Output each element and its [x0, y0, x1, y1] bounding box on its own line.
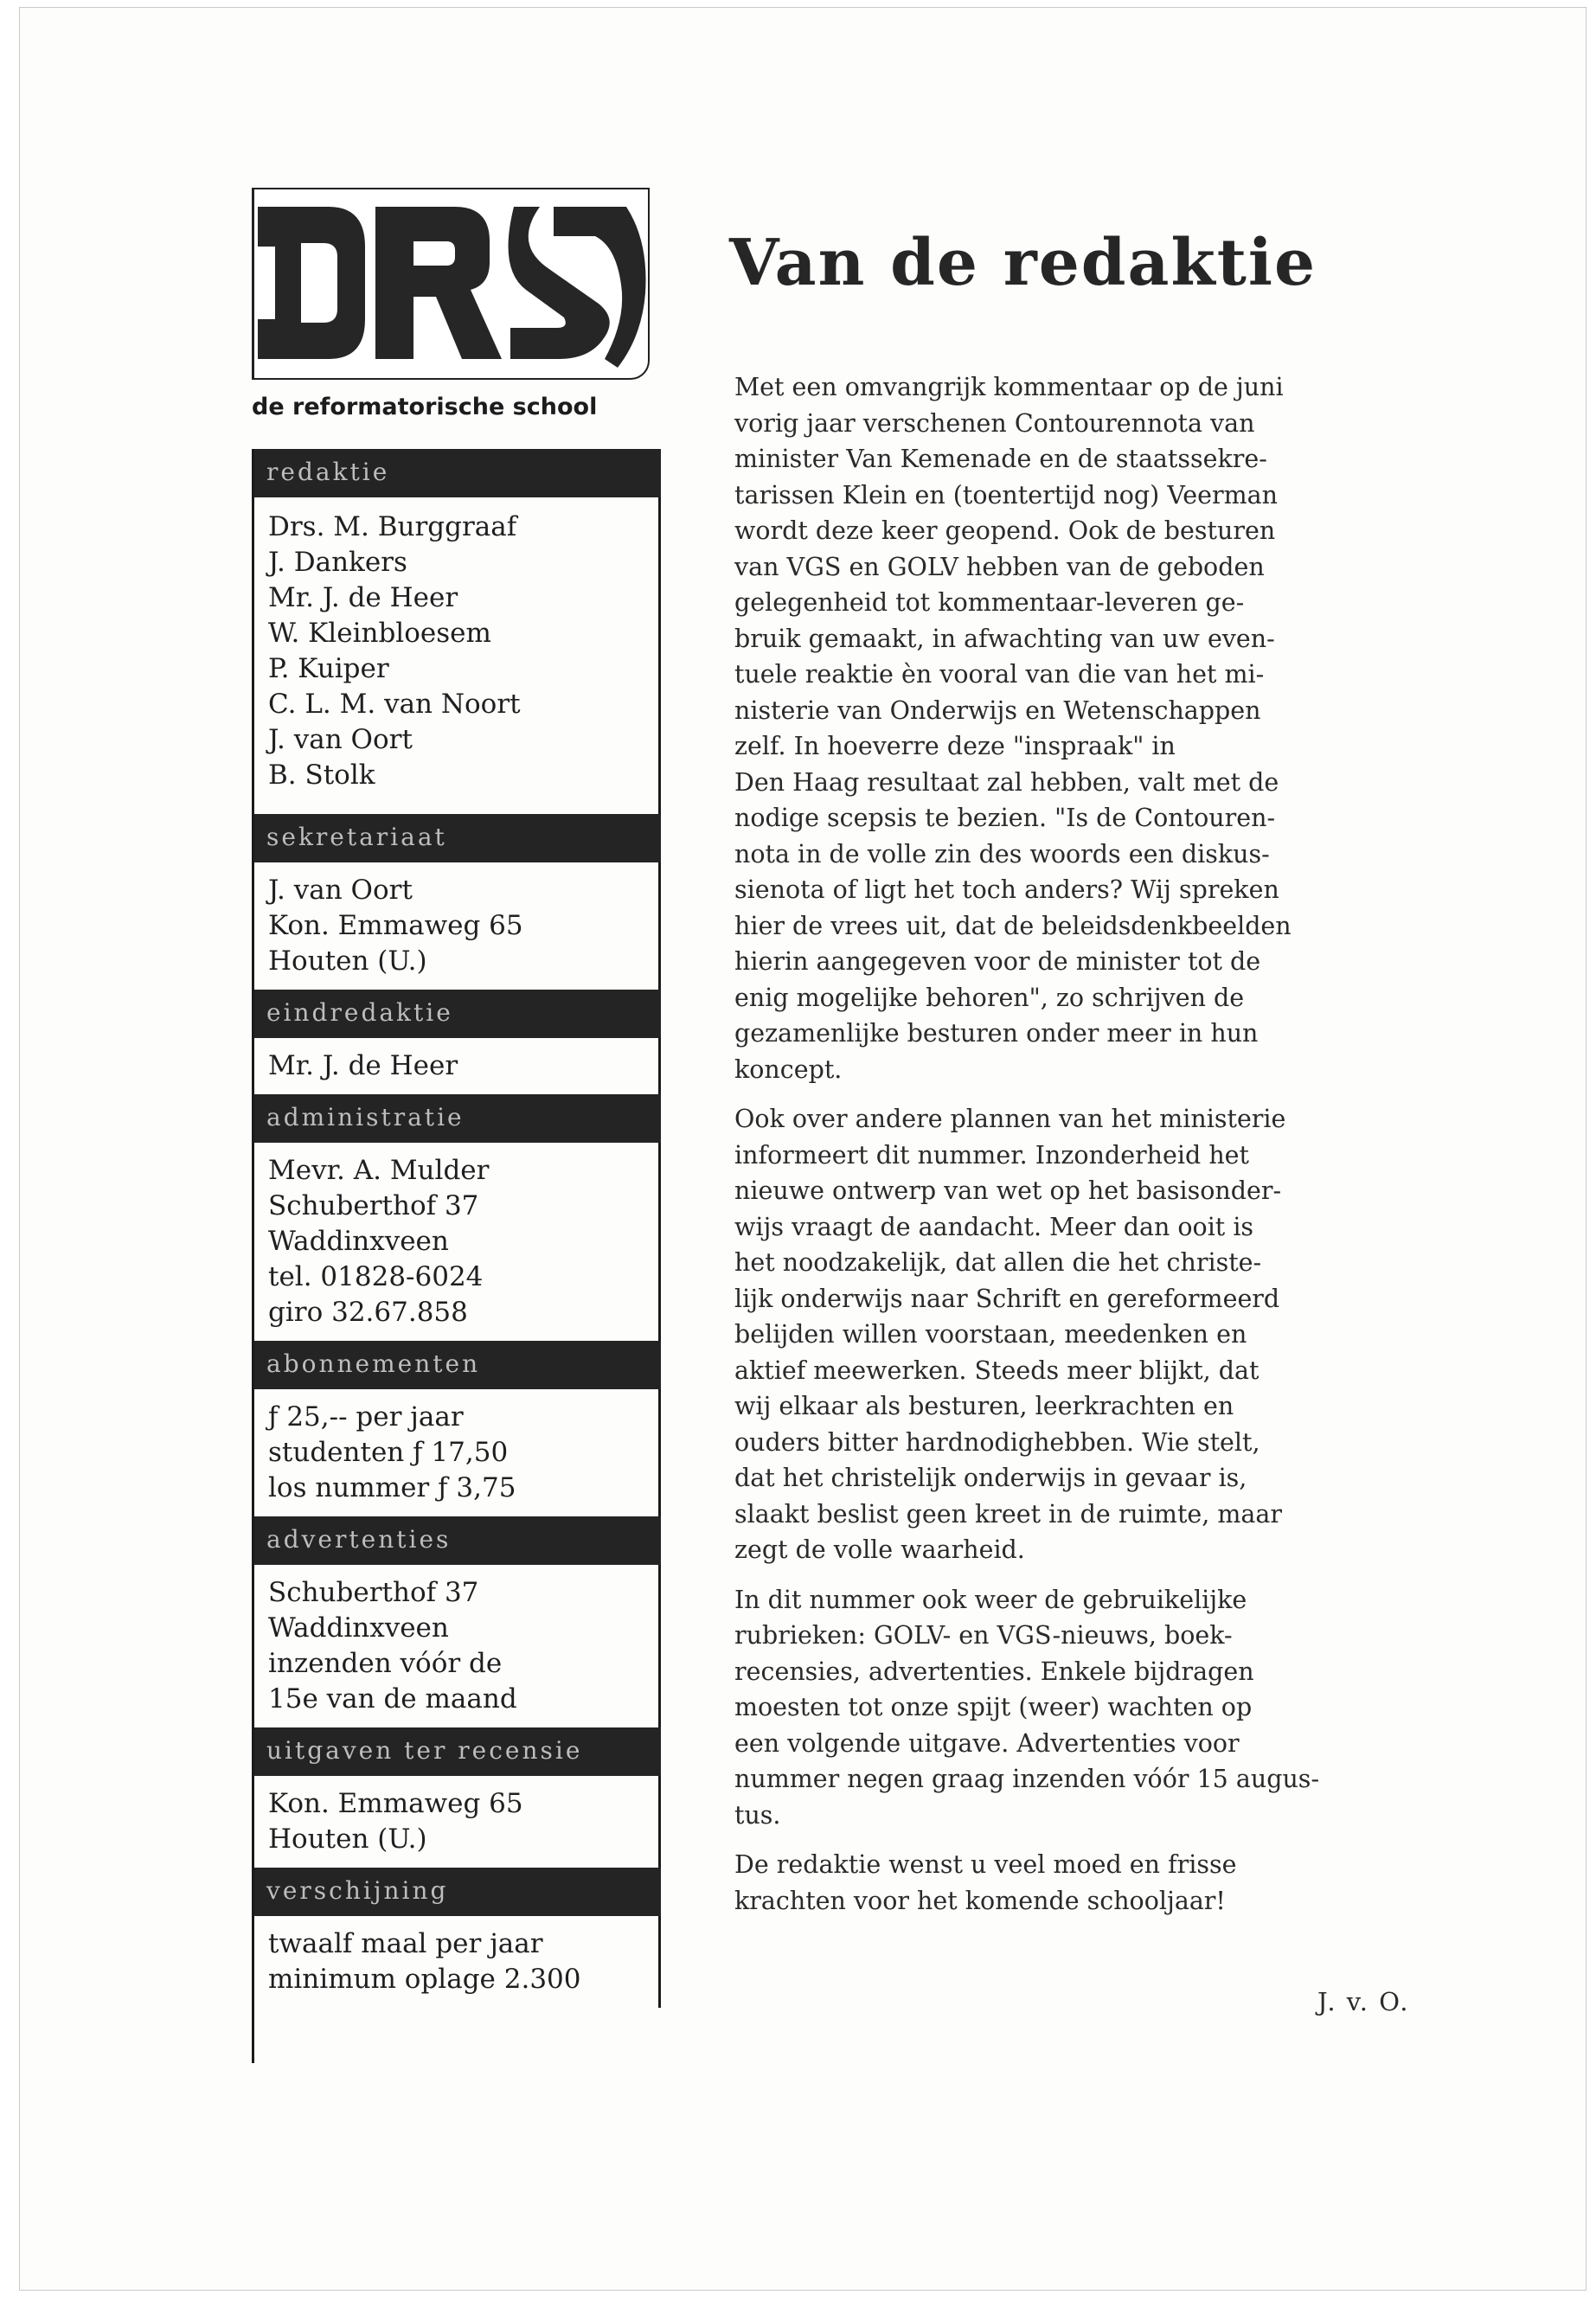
colophon-line: J. Dankers: [268, 547, 407, 578]
article-line: krachten voor het komende schooljaar!: [734, 1886, 1226, 1915]
magazine-page: [19, 7, 1586, 2291]
colophon-line: twaalf maal per jaar: [268, 1928, 543, 1959]
colophon-section-sekretariaat: [254, 862, 661, 990]
article-line: gezamenlijke besturen onder meer in hun: [734, 1019, 1259, 1048]
article-paragraph: [734, 1101, 1461, 1568]
colophon-line: J. van Oort: [268, 724, 413, 755]
article-line: nodige scepsis te bezien. "Is de Contouren-: [734, 804, 1276, 832]
article-line: nummer negen graag inzenden vóór 15 augus-: [734, 1765, 1320, 1793]
article-line: hierin aangegeven voor de minister tot de: [734, 947, 1261, 976]
colophon-line: Mr. J. de Heer: [268, 1050, 458, 1081]
article-line: Met een omvangrijk kommentaar op de juni: [734, 373, 1284, 401]
article-line: het noodzakelijk, dat allen die het christe-: [734, 1248, 1262, 1277]
article-line: vorig jaar verschenen Contourennota van: [734, 408, 1255, 438]
article-title: Van de redaktie: [729, 226, 1317, 300]
colophon-line: Waddinxveen: [268, 1612, 449, 1644]
colophon-section-advertenties: [254, 1565, 661, 1727]
article-line: nisterie van Onderwijs en Wetenschappen: [734, 695, 1261, 725]
article-line: nieuwe ontwerp van wet op het basisonder-: [734, 1176, 1282, 1205]
colophon-line: Houten (U.): [268, 1823, 427, 1855]
article-line: zegt de volle waarheid.: [734, 1535, 1025, 1564]
article-line: slaakt beslist geen kreet in de ruimte, maar: [734, 1499, 1283, 1529]
colophon-line: studenten ƒ 17,50: [268, 1437, 509, 1468]
colophon-heading-verschijning: verschijning: [254, 1868, 661, 1916]
article-line: aktief meewerken. Steeds meer blijkt, dat: [734, 1356, 1259, 1385]
colophon-line: inzenden vóór de: [268, 1648, 503, 1679]
colophon-line: 15e van de maand: [268, 1683, 517, 1715]
colophon-heading-abonnementen: abonnementen: [254, 1341, 661, 1389]
article-line: sienota of ligt het toch anders? Wij spreken: [734, 875, 1279, 904]
colophon-line: Mr. J. de Heer: [268, 582, 458, 613]
article-line: wijs vraagt de aandacht. Meer dan ooit is: [734, 1212, 1254, 1241]
article-line: tus.: [734, 1800, 781, 1830]
colophon-line: Drs. M. Burggraaf: [268, 511, 517, 542]
colophon-line: los nummer ƒ 3,75: [268, 1472, 516, 1503]
article-line: wordt deze keer geopend. Ook de besturen: [734, 516, 1276, 545]
drs-logo: [252, 188, 650, 380]
colophon-line: Waddinxveen: [268, 1226, 449, 1257]
article-line: wij elkaar als besturen, leerkrachten en: [734, 1392, 1234, 1420]
colophon-line: J. van Oort: [268, 875, 413, 906]
colophon-section-eindredaktie: [254, 1038, 661, 1094]
drs-logo-graphic: [254, 189, 650, 380]
article-line: dat het christelijk onderwijs in gevaar is,: [734, 1464, 1247, 1492]
masthead-tagline: de reformatorische school: [252, 394, 598, 420]
colophon-line: minimum oplage 2.300: [268, 1964, 581, 1995]
article-line: ouders bitter hardnodighebben. Wie stelt,: [734, 1427, 1260, 1457]
colophon-line: Schuberthof 37: [268, 1190, 479, 1221]
article-line: informeert dit nummer. Inzonderheid het: [734, 1140, 1249, 1170]
article-line: minister Van Kemenade en de staatssekre-: [734, 445, 1267, 473]
colophon-heading-eindredaktie: eindredaktie: [254, 990, 661, 1038]
colophon-line: Houten (U.): [268, 945, 427, 977]
article-signature: J. v. O.: [1317, 1987, 1410, 2016]
colophon-line: Mevr. A. Mulder: [268, 1155, 490, 1186]
colophon-section-redaktie: [254, 497, 661, 814]
colophon-heading-sekretariaat: sekretariaat: [254, 814, 661, 862]
article-line: lijk onderwijs naar Schrift en gereformeerd: [734, 1284, 1280, 1313]
colophon-heading-uitgaven-ter-recensie: uitgaven ter recensie: [254, 1727, 661, 1776]
article-line: tarissen Klein en (toentertijd nog) Veerman: [734, 480, 1279, 510]
article-line: Den Haag resultaat zal hebben, valt met de: [734, 767, 1279, 797]
article-line: De redaktie wenst u veel moed en frisse: [734, 1850, 1237, 1879]
article-line: Ook over andere plannen van het ministerie: [734, 1105, 1286, 1133]
colophon-line: B. Stolk: [268, 760, 375, 791]
article-line: enig mogelijke behoren", zo schrijven de: [734, 983, 1245, 1012]
article-line: belijden willen voorstaan, meedenken en: [734, 1320, 1247, 1349]
colophon-heading-advertenties: advertenties: [254, 1516, 661, 1565]
colophon-line: Kon. Emmaweg 65: [268, 910, 523, 941]
colophon-heading-redaktie: redaktie: [254, 449, 661, 497]
article-paragraph: [734, 1847, 1461, 1919]
article-line: bruik gemaakt, in afwachting van uw even-: [734, 624, 1275, 653]
article-body: [734, 369, 1461, 1932]
colophon-line: ƒ 25,-- per jaar: [268, 1401, 464, 1433]
colophon-line: C. L. M. van Noort: [268, 689, 521, 720]
article-line: In dit nummer ook weer de gebruikelijke: [734, 1585, 1247, 1614]
colophon-section-administratie: [254, 1143, 661, 1341]
article-paragraph: [734, 1582, 1461, 1834]
colophon-section-uitgaven-ter-recensie: [254, 1776, 661, 1868]
colophon-section-abonnementen: [254, 1389, 661, 1516]
article-line: hier de vrees uit, dat de beleidsdenkbeelden: [734, 911, 1292, 940]
article-line: rubrieken: GOLV- en VGS-nieuws, boek-: [734, 1621, 1233, 1650]
article-line: moesten tot onze spijt (weer) wachten op: [734, 1693, 1253, 1721]
article-line: een volgende uitgave. Advertenties voor: [734, 1728, 1240, 1758]
article-line: tuele reaktie èn vooral van die van het mi-: [734, 660, 1265, 689]
article-line: van VGS en GOLV hebben van de geboden: [734, 552, 1265, 581]
article-line: gelegenheid tot kommentaar-leveren ge-: [734, 588, 1245, 617]
article-line: recensies, advertenties. Enkele bijdragen: [734, 1657, 1254, 1686]
colophon: [252, 449, 661, 2063]
colophon-line: W. Kleinbloesem: [268, 618, 491, 649]
colophon-section-verschijning: [254, 1916, 661, 2008]
colophon-heading-administratie: administratie: [254, 1094, 661, 1143]
article-line: zelf. In hoeverre deze "inspraak" in: [734, 732, 1176, 760]
article-line: nota in de volle zin des woords een diskus-: [734, 839, 1270, 868]
colophon-line: P. Kuiper: [268, 653, 389, 684]
colophon-line: giro 32.67.858: [268, 1297, 468, 1328]
colophon-line: Kon. Emmaweg 65: [268, 1788, 523, 1819]
article-paragraph: [734, 369, 1461, 1087]
article-line: koncept.: [734, 1054, 843, 1084]
colophon-line: tel. 01828-6024: [268, 1261, 484, 1292]
colophon-line: Schuberthof 37: [268, 1577, 479, 1608]
